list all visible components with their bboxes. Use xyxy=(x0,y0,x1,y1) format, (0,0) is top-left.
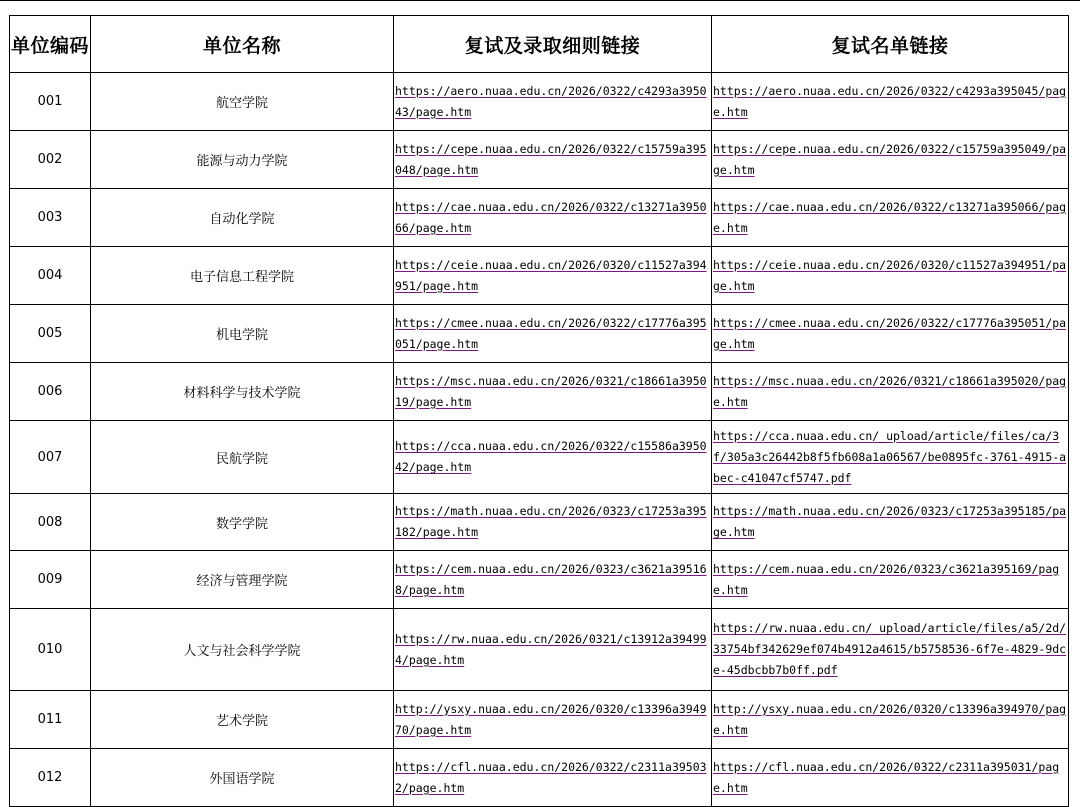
table-row xyxy=(10,494,1069,551)
header-unit-code: 单位编码 xyxy=(10,16,91,73)
rules-link-cell xyxy=(394,421,712,494)
list-link[interactable]: https://cca.nuaa.edu.cn/_upload/article/files/ca/3f/305a3c26442b8f5fb608a1a06567/be0895fc-3761-4915-abec-c41047cf5747.pdf xyxy=(713,428,1067,485)
rules-link[interactable]: https://aero.nuaa.edu.cn/2026/0322/c4293a395043/page.htm xyxy=(395,83,707,119)
list-link[interactable]: https://math.nuaa.edu.cn/2026/0323/c17253a395185/page.htm xyxy=(713,504,1067,539)
table-row xyxy=(10,305,1069,363)
unit-name: 材料科学与技术学院 xyxy=(91,363,394,421)
header-rules-link: 复试及录取细则链接 xyxy=(394,16,712,73)
unit-name: 民航学院 xyxy=(91,421,394,494)
header-unit-name: 单位名称 xyxy=(91,16,394,73)
rules-link-cell xyxy=(394,363,712,421)
list-link-cell xyxy=(712,131,1069,189)
rules-link[interactable]: https://cfl.nuaa.edu.cn/2026/0322/c2311a395032/page.htm xyxy=(395,759,707,795)
list-link[interactable]: https://cepe.nuaa.edu.cn/2026/0322/c15759a395049/page.htm xyxy=(713,141,1067,177)
rules-link[interactable]: https://cae.nuaa.edu.cn/2026/0322/c13271a395066/page.htm xyxy=(395,199,707,235)
unit-code: 007 xyxy=(10,421,91,494)
unit-code: 001 xyxy=(10,73,91,131)
rules-link-cell xyxy=(394,189,712,247)
table-row xyxy=(10,363,1069,421)
list-link-cell xyxy=(712,247,1069,305)
list-link[interactable]: https://cem.nuaa.edu.cn/2026/0323/c3621a395169/page.htm xyxy=(713,561,1060,597)
unit-name: 自动化学院 xyxy=(91,189,394,247)
rules-link-cell xyxy=(394,131,712,189)
rules-link-cell xyxy=(394,609,712,691)
list-link-cell xyxy=(712,551,1069,609)
table-row xyxy=(10,131,1069,189)
list-link-cell xyxy=(712,189,1069,247)
table-row xyxy=(10,691,1069,749)
rules-link[interactable]: https://rw.nuaa.edu.cn/2026/0321/c13912a394994/page.htm xyxy=(395,631,707,667)
table-row xyxy=(10,749,1069,807)
rules-link[interactable]: https://cem.nuaa.edu.cn/2026/0323/c3621a395168/page.htm xyxy=(395,561,707,597)
unit-name: 航空学院 xyxy=(91,73,394,131)
unit-code: 004 xyxy=(10,247,91,305)
table-row xyxy=(10,551,1069,609)
list-link[interactable]: http://ysxy.nuaa.edu.cn/2026/0320/c13396a394970/page.htm xyxy=(713,701,1067,737)
unit-code: 009 xyxy=(10,551,91,609)
rules-link[interactable]: https://math.nuaa.edu.cn/2026/0323/c17253a395182/page.htm xyxy=(395,504,707,539)
rules-link[interactable]: https://ceie.nuaa.edu.cn/2026/0320/c11527a394951/page.htm xyxy=(395,257,707,293)
rules-link[interactable]: https://msc.nuaa.edu.cn/2026/0321/c18661a395019/page.htm xyxy=(395,373,707,409)
table-row xyxy=(10,189,1069,247)
rules-link-cell xyxy=(394,73,712,131)
unit-code: 011 xyxy=(10,691,91,749)
page-top-border xyxy=(0,0,1080,1)
list-link[interactable]: https://aero.nuaa.edu.cn/2026/0322/c4293a395045/page.htm xyxy=(713,83,1067,119)
rules-link[interactable]: https://cepe.nuaa.edu.cn/2026/0322/c15759a395048/page.htm xyxy=(395,141,707,177)
list-link[interactable]: https://cmee.nuaa.edu.cn/2026/0322/c17776a395051/page.htm xyxy=(713,315,1067,351)
table-row xyxy=(10,421,1069,494)
rules-link[interactable]: https://cmee.nuaa.edu.cn/2026/0322/c17776a395051/page.htm xyxy=(395,315,707,351)
rules-link-cell xyxy=(394,551,712,609)
unit-name: 电子信息工程学院 xyxy=(91,247,394,305)
list-link-cell xyxy=(712,73,1069,131)
unit-name: 人文与社会科学学院 xyxy=(91,609,394,691)
rules-link-cell xyxy=(394,749,712,807)
list-link-cell xyxy=(712,749,1069,807)
list-link-cell xyxy=(712,363,1069,421)
table-row xyxy=(10,609,1069,691)
unit-code: 005 xyxy=(10,305,91,363)
list-link[interactable]: https://cfl.nuaa.edu.cn/2026/0322/c2311a395031/page.htm xyxy=(713,759,1060,795)
admission-links-table xyxy=(9,15,1069,807)
list-link[interactable]: https://ceie.nuaa.edu.cn/2026/0320/c11527a394951/page.htm xyxy=(713,257,1067,293)
rules-link[interactable]: http://ysxy.nuaa.edu.cn/2026/0320/c13396a394970/page.htm xyxy=(395,701,707,737)
unit-name: 数学学院 xyxy=(91,494,394,551)
unit-code: 002 xyxy=(10,131,91,189)
rules-link-cell xyxy=(394,305,712,363)
rules-link-cell xyxy=(394,494,712,551)
unit-code: 006 xyxy=(10,363,91,421)
list-link-cell xyxy=(712,421,1069,494)
list-link-cell xyxy=(712,609,1069,691)
unit-code: 012 xyxy=(10,749,91,807)
list-link[interactable]: https://rw.nuaa.edu.cn/_upload/article/files/a5/2d/33754bf342629ef074b4912a4615/b5758536-6f7e-4829-9dce-45dbcbb7b0ff.pdf xyxy=(713,621,1067,677)
header-list-link: 复试名单链接 xyxy=(712,16,1069,73)
list-link[interactable]: https://msc.nuaa.edu.cn/2026/0321/c18661a395020/page.htm xyxy=(713,373,1067,409)
unit-name: 外国语学院 xyxy=(91,749,394,807)
rules-link[interactable]: https://cca.nuaa.edu.cn/2026/0322/c15586a395042/page.htm xyxy=(395,439,707,474)
list-link-cell xyxy=(712,494,1069,551)
list-link[interactable]: https://cae.nuaa.edu.cn/2026/0322/c13271a395066/page.htm xyxy=(713,199,1067,235)
unit-code: 003 xyxy=(10,189,91,247)
list-link-cell xyxy=(712,305,1069,363)
rules-link-cell xyxy=(394,691,712,749)
unit-name: 机电学院 xyxy=(91,305,394,363)
list-link-cell xyxy=(712,691,1069,749)
unit-name: 经济与管理学院 xyxy=(91,551,394,609)
table-row xyxy=(10,73,1069,131)
unit-code: 008 xyxy=(10,494,91,551)
table-row xyxy=(10,247,1069,305)
unit-name: 能源与动力学院 xyxy=(91,131,394,189)
unit-code: 010 xyxy=(10,609,91,691)
table-header-row xyxy=(10,16,1069,73)
unit-name: 艺术学院 xyxy=(91,691,394,749)
rules-link-cell xyxy=(394,247,712,305)
